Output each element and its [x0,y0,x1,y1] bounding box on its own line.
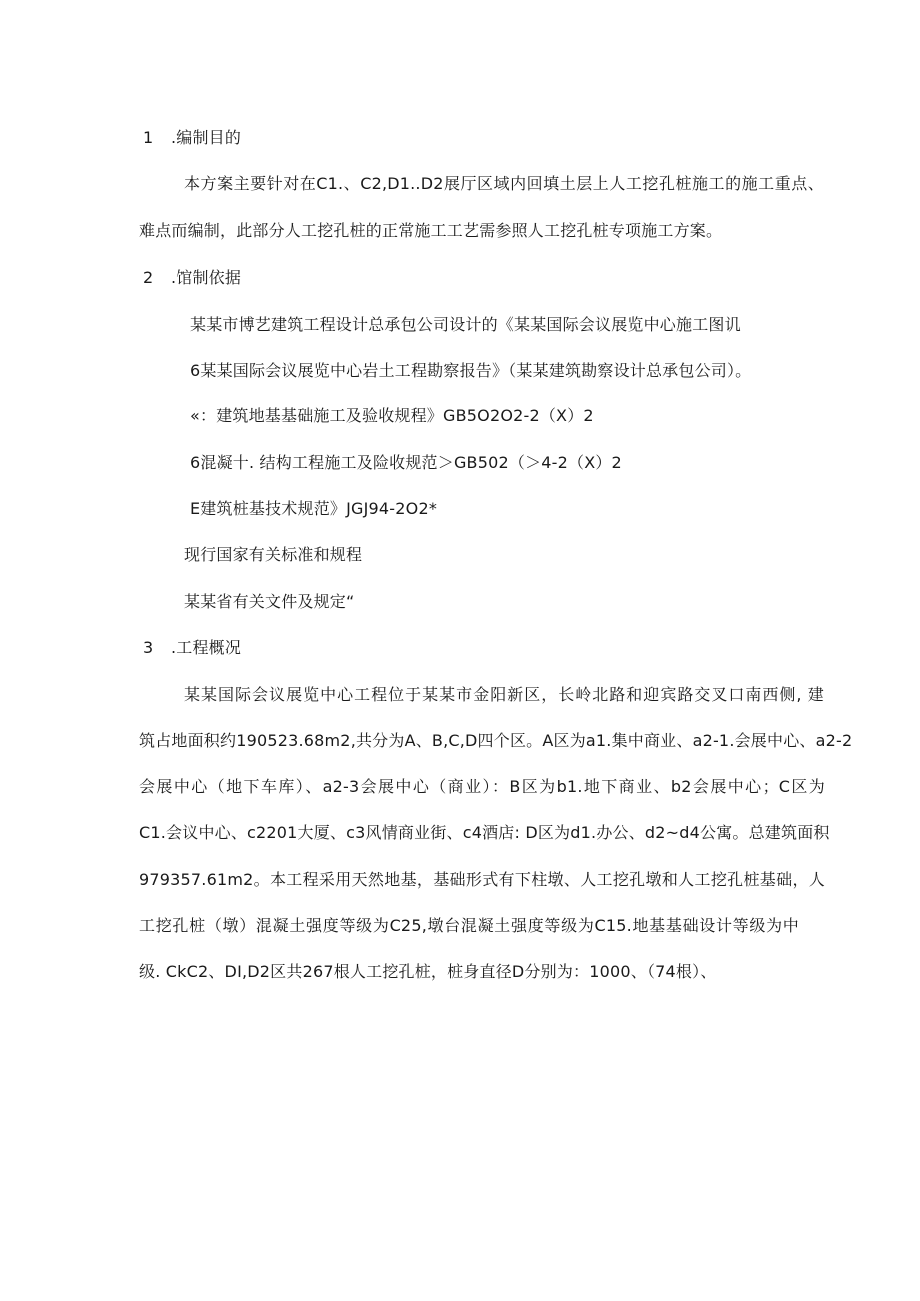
section-1-title: .编制目的 [171,128,242,147]
section-3-paragraph-line-4: C1.会议中心、c2201大厦、c3风情商业街、c4酒店: D区为d1.办公、d2~d4公寓。总建筑面积 [139,823,830,842]
section-3-paragraph-line-7: 级. CkC2、DI,D2区共267根人工挖孔桩，桩身直径D分别为：1000、（74根）、 [139,962,717,981]
section-3-paragraph-line-3: 会展中心（地下车库）、a2-3会展中心（商业）：B区为b1.地下商业、b2会展中心；C区为 [139,777,825,796]
section-3-paragraph-line-2: 筑占地面积约190523.68m2,共分为A、B,C,D四个区。A区为a1.集中商业、a2-1.会展中心、a2-2 [139,731,853,750]
basis-item-4: 6混凝十. 结构工程施工及险收规范＞GB502（＞4-2（X）2 [190,453,622,472]
section-2-heading [143,268,241,288]
section-2-title: .馆制依据 [171,268,242,287]
section-3-paragraph-line-5: 979357.61m2。本工程采用天然地基，基础形式有下柱墩、人工挖孔墩和人工挖孔桩基础，人 [139,870,825,889]
basis-item-1: 某某市博艺建筑工程设计总承包公司设计的《某某国际会议展览中心施工图讥 [190,315,741,334]
basis-item-7: 某某省有关文件及规定“ [184,592,355,611]
basis-item-3: «：建筑地基基础施工及验收规程》GB5O2O2-2（X）2 [190,406,594,425]
basis-item-6: 现行国家有关标准和规程 [184,545,363,564]
section-2-number: 2 [143,268,154,287]
section-1-paragraph-line-1: 本方案主要针对在C1.、C2,D1..D2展厅区域内回填土层上人工挖孔桩施工的施工重点、 [184,174,824,193]
section-1-number: 1 [143,128,154,147]
section-3-heading [143,638,241,658]
basis-item-2: 6某某国际会议展览中心岩土工程勘察报告》（某某建筑勘察设计总承包公司）。 [190,361,752,380]
section-1-heading [143,128,241,148]
section-1-paragraph-line-2: 难点而编制，此部分人工挖孔桩的正常施工工艺需参照人工挖孔桩专项施工方案。 [139,221,723,240]
section-3-paragraph-line-1: 某某国际会议展览中心工程位于某某市金阳新区，长岭北路和迎宾路交叉口南西侧, 建 [184,685,824,704]
basis-item-5: E建筑桩基技术规范》JGJ94-2O2* [190,499,438,518]
section-3-title: .工程概况 [171,638,242,657]
section-3-paragraph-line-6: 工挖孔桩（墩）混凝土强度等级为C25,墩台混凝土强度等级为C15.地基基础设计等级为中 [139,916,799,935]
section-3-number: 3 [143,638,154,657]
